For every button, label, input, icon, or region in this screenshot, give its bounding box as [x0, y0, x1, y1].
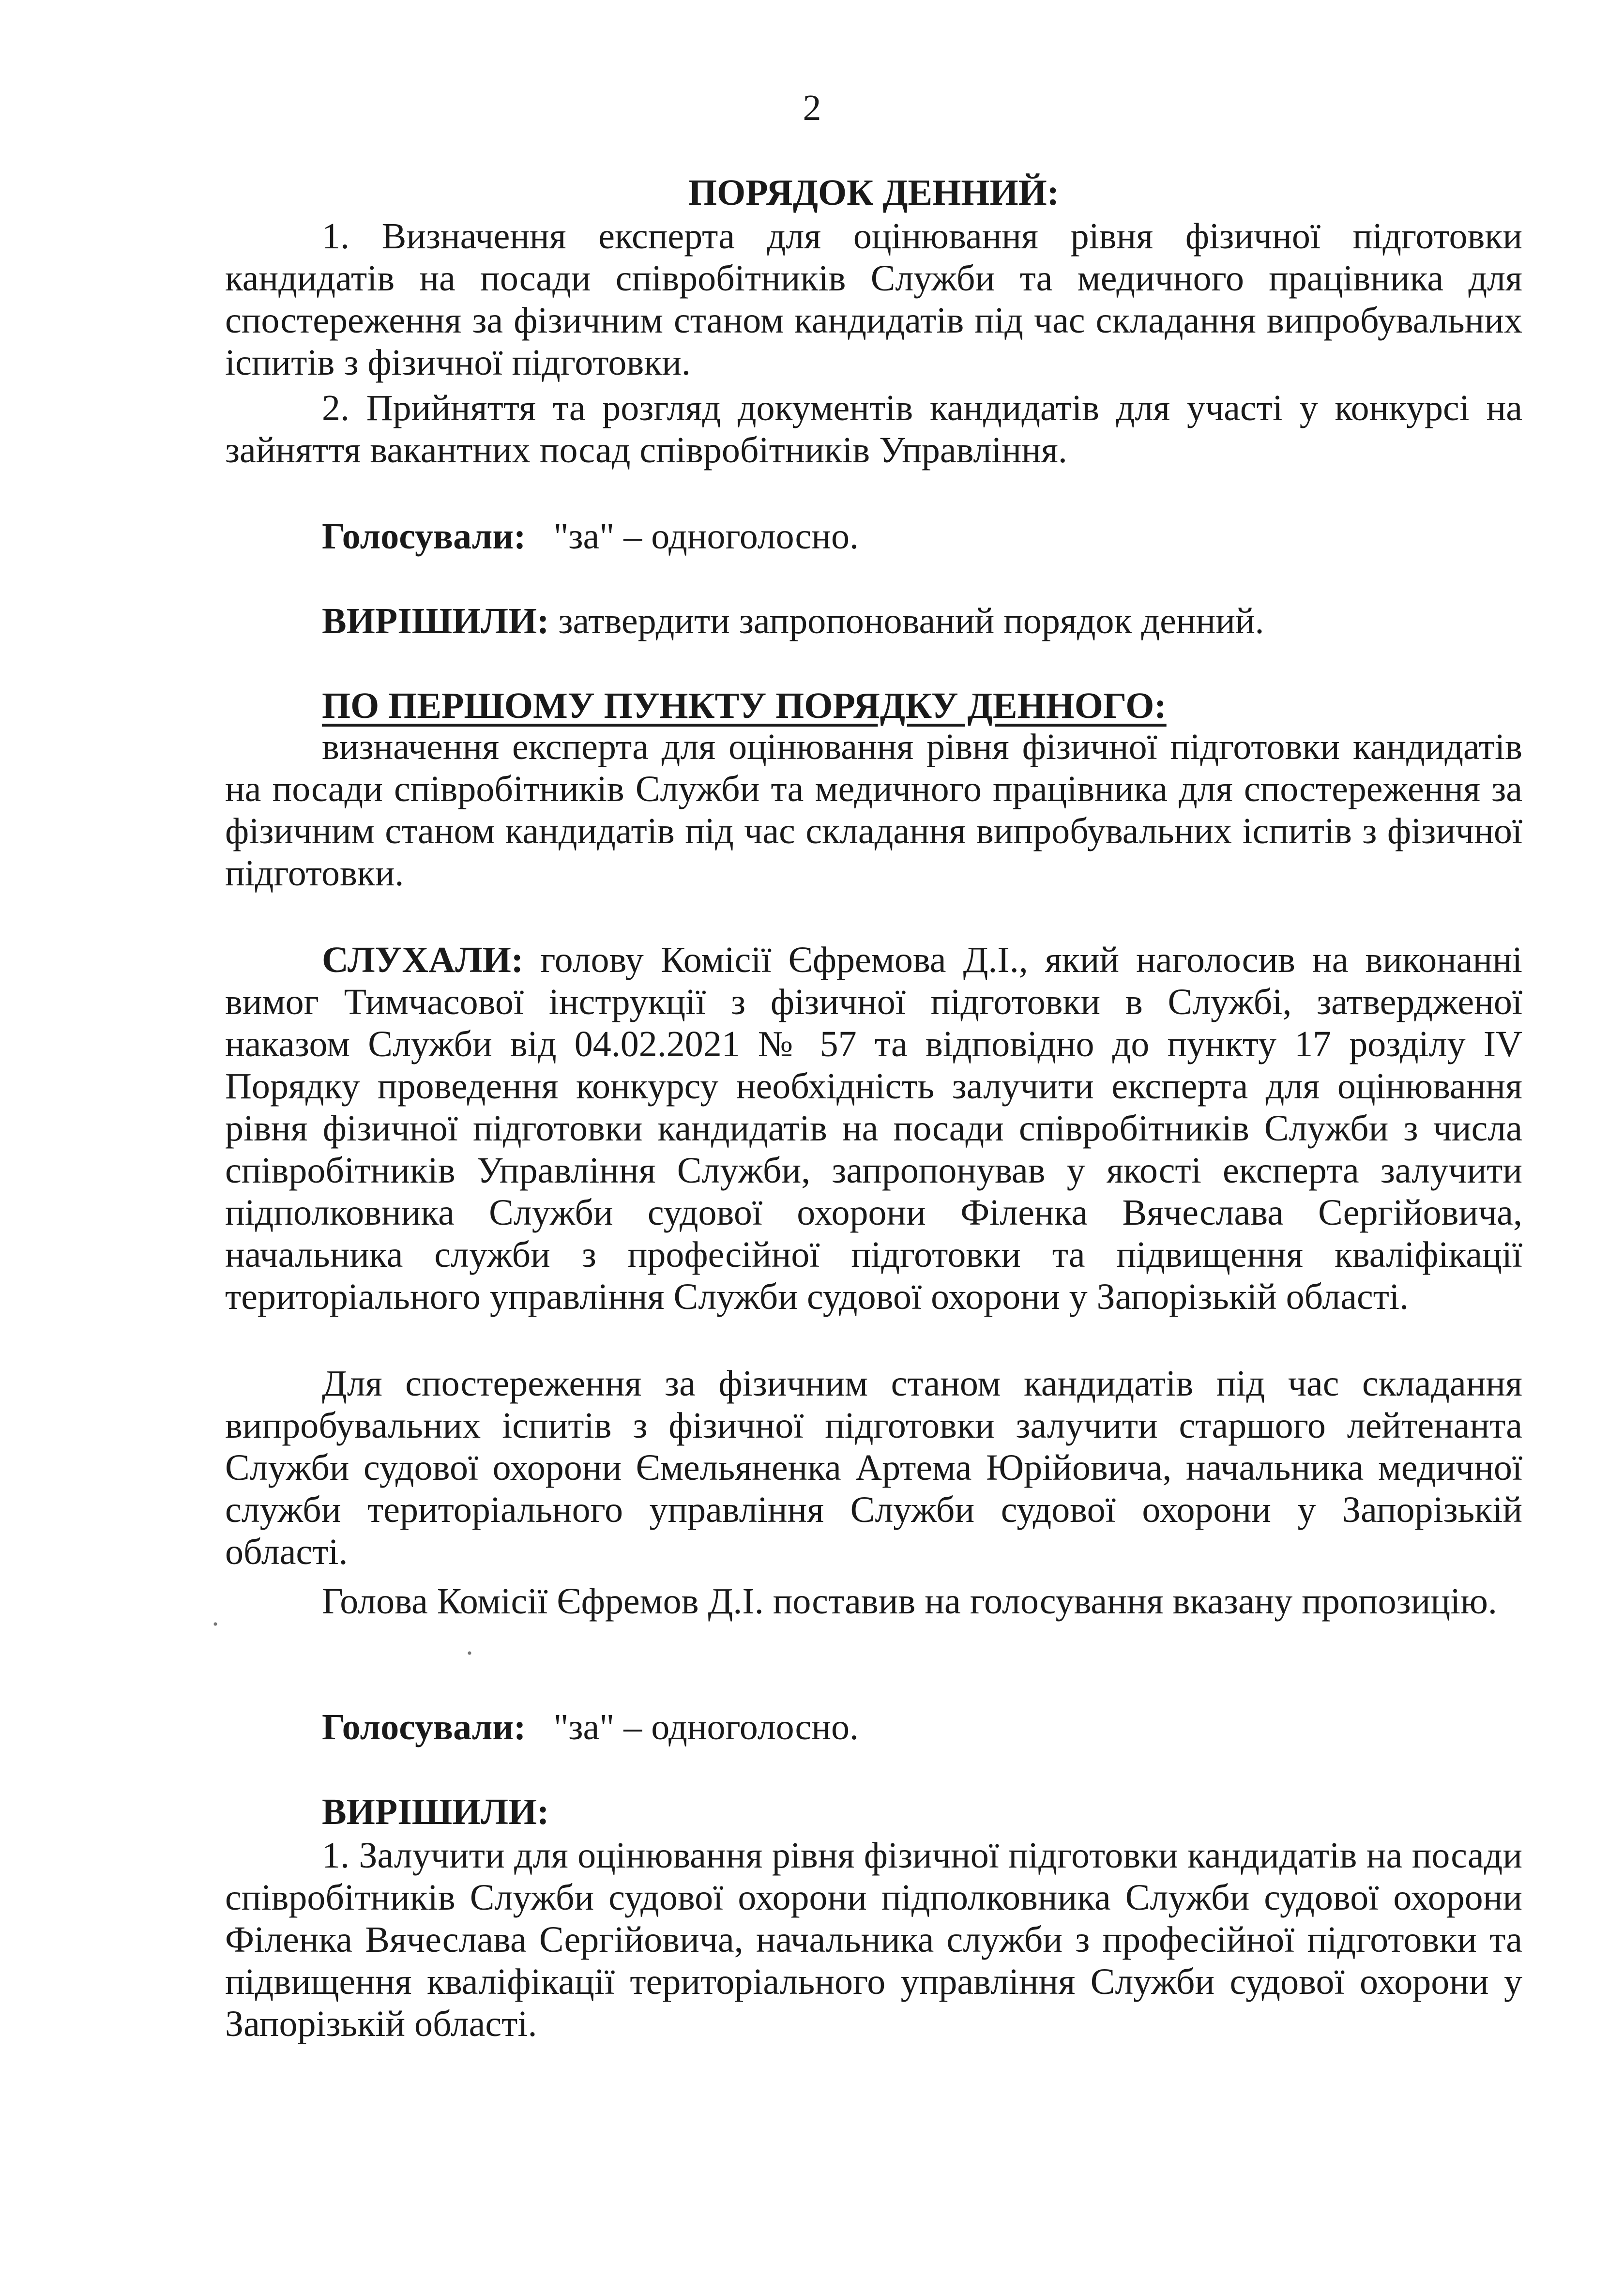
page-number: 2 [803, 88, 821, 128]
decided-1-text: затвердити запропонований порядок денний. [558, 601, 1264, 641]
agenda-item-2: 2. Прийняття та розгляд документів кандидатів для участі у конкурсі на зайняття вакантних посад співробітників Управління. [225, 388, 1522, 471]
scan-speck: · [211, 1608, 220, 1640]
vote-2-text: "за" – одноголосно. [553, 1707, 859, 1747]
vote-1-text: "за" – одноголосно. [553, 516, 859, 557]
vote-2 [225, 1706, 1522, 1748]
vote-1 [225, 516, 1522, 558]
decided-2 [225, 1791, 1522, 1833]
heard-paragraph [225, 939, 1522, 1318]
first-item-heading: ПО ПЕРШОМУ ПУНКТУ ПОРЯДКУ ДЕННОГО: [322, 685, 1167, 726]
decided-2-label: ВИРІШИЛИ: [322, 1792, 549, 1832]
proposal-paragraph: Голова Комісії Єфремов Д.І. поставив на голосування вказану пропозицію. [322, 1581, 1497, 1622]
heard-label: СЛУХАЛИ: [322, 940, 524, 980]
decided-1 [225, 600, 1522, 642]
scan-speck: · [465, 1637, 474, 1669]
observation-paragraph: Для спостереження за фізичним станом кандидатів під час складання випробувальних іспитів з фізичної підготовки залучити старшого лейтенанта Служби судової охорони Ємельяненка Артема Юрійовича, начальника медичної служби територіального управління Служби судової охорони у Запорізькій області. [225, 1363, 1522, 1572]
heard-text: голову Комісії Єфремова Д.І., який наголосив на виконанні вимог Тимчасової інструкції з фізичної підготовки в Службі, затвердженої наказом Служби від 04.02.2021 № 57 та відповідно до пункту 17 розділу IV Порядку проведення конкурсу необхідність залучити експерта для оцінювання рівня фізичної підготовки кандидатів на посади співробітників Служби з числа співробітників Управління Служби, запропонував у якості експерта залучити підполковника Служби судової охорони Філенка Вячеслава Сергійовича, начальника служби з професійної підготовки та підвищення кваліфікації територіального управління Служби судової охорони у Запорізькій області. [225, 940, 1522, 1317]
vote-1-label: Голосували: [322, 516, 526, 557]
vote-2-label: Голосували: [322, 1707, 526, 1747]
decided-2-item-1: 1. Залучити для оцінювання рівня фізичної підготовки кандидатів на посади співробітників Служби судової охорони підполковника Служби судової охорони Філенка Вячеслава Сергійовича, начальника служби з професійної підготовки та підвищення кваліфікації територіального управління Служби судової охорони у Запорізькій області. [225, 1835, 1522, 2044]
first-item-heading-row [225, 685, 1522, 727]
agenda-heading: ПОРЯДОК ДЕННИЙ: [688, 172, 1059, 213]
decided-1-label: ВИРІШИЛИ: [322, 601, 549, 641]
agenda-item-1: 1. Визначення експерта для оцінювання рівня фізичної підготовки кандидатів на посади співробітників Служби та медичного працівника для спостереження за фізичним станом кандидатів під час складання випробувальних іспитів з фізичної підготовки. [225, 216, 1522, 383]
first-item-text: визначення експерта для оцінювання рівня фізичної підготовки кандидатів на посади співробітників Служби та медичного працівника для спостереження за фізичним станом кандидатів під час складання випробувальних іспитів з фізичної підготовки. [225, 727, 1522, 894]
